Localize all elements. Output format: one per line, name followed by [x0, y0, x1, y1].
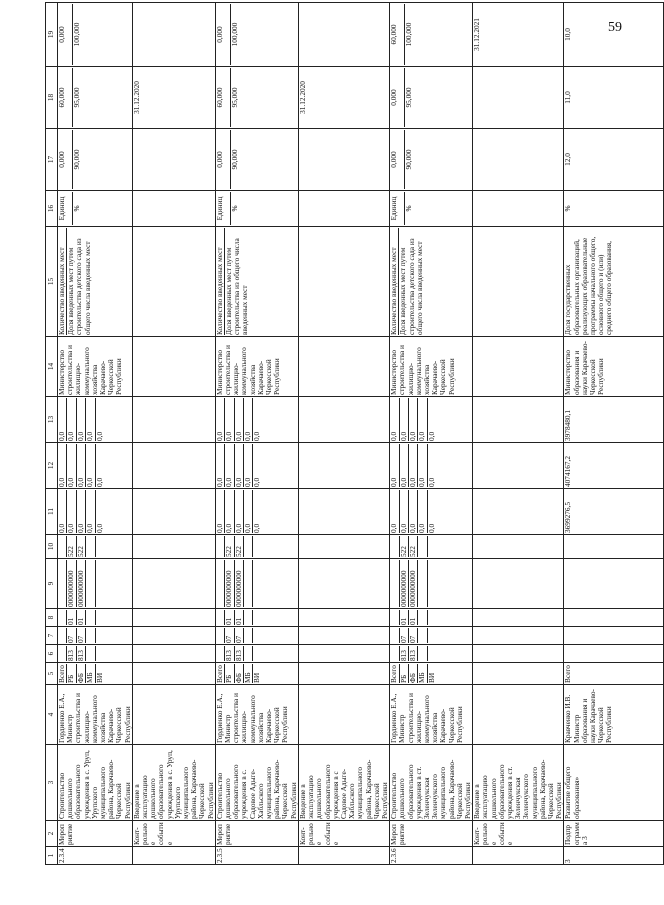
budget-c7: 07 07 — [390, 628, 436, 643]
indicator-value: % — [72, 192, 81, 225]
budget-c6: 813 813 — [216, 646, 262, 661]
indicator-2: Доля введенных мест путем строительства из общего числа введенных мест — [224, 228, 250, 335]
indicator-value: 100,000 — [72, 4, 81, 65]
checkpoint-label: Конт-рольное событие — [298, 821, 389, 847]
column-header: 17 — [46, 155, 55, 164]
budget-c10: 522 522 — [216, 536, 262, 557]
item-type: Подпрограмма 3 — [563, 822, 589, 845]
budget-c11: 0,0 0,0 0,0 0,0 0,0 — [216, 490, 262, 533]
item-number: 2.3.6 — [389, 848, 399, 863]
table-row — [215, 3, 298, 865]
indicator-value: 100,000 — [230, 4, 239, 65]
budget-c10: 522 522 — [390, 536, 436, 557]
item-number: 2.3.4 — [57, 848, 66, 863]
responsible: Кравченко И.В. Министр образования и науки Карачаево-Черкесской Республики — [563, 689, 614, 743]
budget-c9: 0000000000 0000000000 — [390, 560, 436, 607]
item-type: Мероприятие — [57, 823, 75, 845]
column-header: 3 — [46, 780, 55, 785]
item-name: Строительство дошкольного образовательного учреждения в с. Уруп, Урупского муниципального района, Карачаево-Черкесской Республики — [57, 750, 132, 819]
column-header: 7 — [46, 633, 55, 638]
checkpoint-date: 31.12.2020 — [297, 81, 307, 114]
column-header: 15 — [46, 277, 55, 286]
checkpoint-name: Введение в эксплуатацию дошкольного образовательного учреждения в с Садовое Адыге-Хабльского муниципального района, Карачаево-Черкесской Республики — [297, 759, 389, 819]
item-name: Строительство дошкольного образовательного учреждения в ст. Зеленчукская Зеленчукского муниципального района, Карачаево-Черкесской Республики — [389, 759, 472, 819]
budget-c7: 07 07 — [58, 628, 104, 643]
fund-sources: Всего РБ ФБ МБ ВИ — [389, 665, 436, 683]
executor: Министерство образования и науки Карачаево-Черкесской Республики — [563, 341, 606, 395]
indicator-value: 95,000 — [230, 68, 239, 127]
indicator-value: 0,000 — [214, 151, 224, 168]
checkpoint-date: 31.12.2020 — [131, 81, 141, 114]
column-header: 13 — [46, 415, 55, 424]
column-header: 19 — [46, 30, 55, 39]
indicator-2: Доля введенных мест путем строительства детского сада из общего числа введенных мест — [66, 228, 92, 335]
executor: Министерство строительства и жилищно-коммунального хозяйства Карачаево-Черкесской Республики — [214, 345, 282, 395]
indicator-2: Доля введенных мест путем строительства детского сада из общего числа введенных мест — [398, 228, 424, 335]
executor: Министерство строительства и жилищно-коммунального хозяйства Карачаево-Черкесской Республики — [389, 345, 456, 395]
subprogram-row — [564, 3, 664, 865]
column-header: 4 — [46, 712, 55, 717]
fund-source: Всего — [563, 665, 573, 683]
program-table — [45, 2, 664, 865]
indicator-value: Единиц — [57, 196, 66, 221]
indicator-1: Количество введенных мест — [214, 247, 224, 335]
fund-sources: Всего РБ ФБ МБ ВИ — [57, 665, 104, 683]
budget-c7: 07 07 — [216, 628, 262, 643]
indicator-value: 95,000 — [404, 68, 413, 127]
fund-sources: Всего РБ ФБ МБ ВИ — [214, 665, 262, 683]
indicator-value: Единиц — [389, 196, 399, 221]
column-header: 6 — [46, 651, 55, 656]
budget-c9: 0000000000 0000000000 — [58, 560, 104, 607]
item-number: 3 — [563, 859, 573, 863]
indicator-value: % — [563, 205, 573, 212]
indicator-value: 0,000 — [214, 26, 224, 43]
responsible: Гордиенко Е.А., Министр строительства и жилищно-коммунального хозяйства Карачаево-Черкесской Республики — [214, 693, 290, 743]
budget-c13: 0,0 0,0 0,0 0,0 0,0 — [216, 398, 262, 441]
budget-c9: 0000000000 0000000000 — [216, 560, 262, 607]
column-header: 2 — [46, 831, 55, 836]
budget-c6: 813 813 — [390, 646, 436, 661]
budget-c12: 0,0 0,0 0,0 0,0 0,0 — [216, 444, 262, 487]
responsible: Гордиенко Е.А., Министр строительства и жилищно-коммунального хозяйства Карачаево-Черкесской Республики — [57, 693, 132, 743]
indicator-value: 10,0 — [563, 28, 573, 41]
indicator-value: 90,000 — [230, 130, 239, 189]
checkpoint-row — [473, 3, 564, 865]
column-header: 8 — [46, 615, 55, 620]
indicator-value: 100,000 — [404, 4, 413, 65]
table-row — [390, 3, 473, 865]
indicator-value: 11,0 — [563, 91, 573, 104]
budget-c10: 522 522 — [58, 536, 104, 557]
item-name: Развитие общего образования» — [563, 766, 581, 819]
checkpoint-row — [298, 3, 389, 865]
indicator-value: 0,000 — [389, 151, 399, 168]
budget-c6: 813 813 — [58, 646, 104, 661]
budget-c13: 0,0 0,0 0,0 0,0 0,0 — [390, 398, 436, 441]
page-number: 59 — [608, 20, 622, 35]
indicator-value: 0,000 — [57, 26, 66, 43]
budget-c13: 3978480,1 — [563, 409, 573, 441]
column-header: 16 — [46, 204, 55, 213]
budget-c8: 01 01 — [390, 610, 436, 625]
indicator-value: 60,000 — [214, 87, 224, 108]
indicator-1: Доля государственных образовательных организаций, реализующих образовательные программы начального общего, основного общего и (или) среднего общего образования, — [563, 236, 614, 335]
indicator-value: % — [230, 192, 239, 225]
checkpoint-label: Конт-рольное событие — [132, 821, 215, 847]
indicator-value: 0,000 — [57, 151, 66, 168]
indicator-value: % — [404, 192, 413, 225]
budget-c11: 0,0 0,0 0,0 0,0 0,0 — [390, 490, 436, 533]
indicator-1: Количество введенных мест — [57, 247, 66, 335]
item-type: Мероприятие — [389, 823, 407, 845]
rotated-document — [45, 18, 655, 865]
indicator-1: Количество введенных мест — [389, 247, 399, 335]
column-header: 5 — [46, 671, 55, 676]
budget-c11: 3699276,5 — [563, 501, 573, 533]
column-header: 9 — [46, 581, 55, 586]
indicator-value: 90,000 — [72, 130, 81, 189]
column-header: 12 — [46, 461, 55, 470]
item-type: Мероприятие — [214, 823, 233, 845]
checkpoint-date: 31.12.2021 — [472, 18, 482, 51]
budget-c8: 01 01 — [58, 610, 104, 625]
budget-c11: 0,0 0,0 0,0 0,0 0,0 — [58, 490, 104, 533]
column-header: 1 — [46, 853, 55, 858]
indicator-value: 60,000 — [57, 87, 66, 108]
indicator-value: 0,000 — [389, 89, 399, 106]
budget-c13: 0,0 0,0 0,0 0,0 0,0 — [58, 398, 104, 441]
indicator-value: 12,0 — [563, 153, 573, 166]
column-header: 18 — [46, 93, 55, 102]
checkpoint-row — [132, 3, 215, 865]
column-header: 10 — [46, 542, 55, 551]
item-name: Строительство дошкольного образовательного учреждения в с. Садовое Адыге-Хабльского муниципального района, Карачаево-Черкесской Республики — [214, 759, 298, 819]
checkpoint-name: Введение в эксплуатацию дошкольного образовательного учреждения в ст. Зеленчукская Зеленчукского муниципального района, Карачаево-Черкесской Республики — [472, 759, 564, 819]
budget-c12: 4074167,2 — [563, 455, 573, 487]
budget-c8: 01 01 — [216, 610, 262, 625]
checkpoint-label: Конт-рольное событие — [473, 821, 564, 847]
indicator-value: Единиц — [214, 196, 224, 221]
table-row — [58, 3, 133, 865]
budget-c12: 0,0 0,0 0,0 0,0 0,0 — [58, 444, 104, 487]
responsible: Гордиенко Е.А., Министр строительства и жилищно-коммунального хозяйства Карачаево-Черкесской Республики — [389, 693, 464, 743]
column-header: 14 — [46, 362, 55, 371]
checkpoint-name: Введение в эксплуатацию дошкольного образовательного учреждения в с. Уруп, Урупского муниципального района, Карачаево-Черкесской Республики — [131, 750, 215, 819]
indicator-value: 95,000 — [72, 68, 81, 127]
budget-c12: 0,0 0,0 0,0 0,0 0,0 — [390, 444, 436, 487]
executor: Министерство строительства и жилищно-коммунального хозяйства Карачаево-Черкесской Республики — [57, 345, 124, 395]
indicator-value: 60,000 — [389, 24, 399, 45]
column-header: 11 — [46, 507, 55, 516]
item-number: 2.3.5 — [214, 848, 224, 863]
indicator-value: 90,000 — [404, 130, 413, 189]
